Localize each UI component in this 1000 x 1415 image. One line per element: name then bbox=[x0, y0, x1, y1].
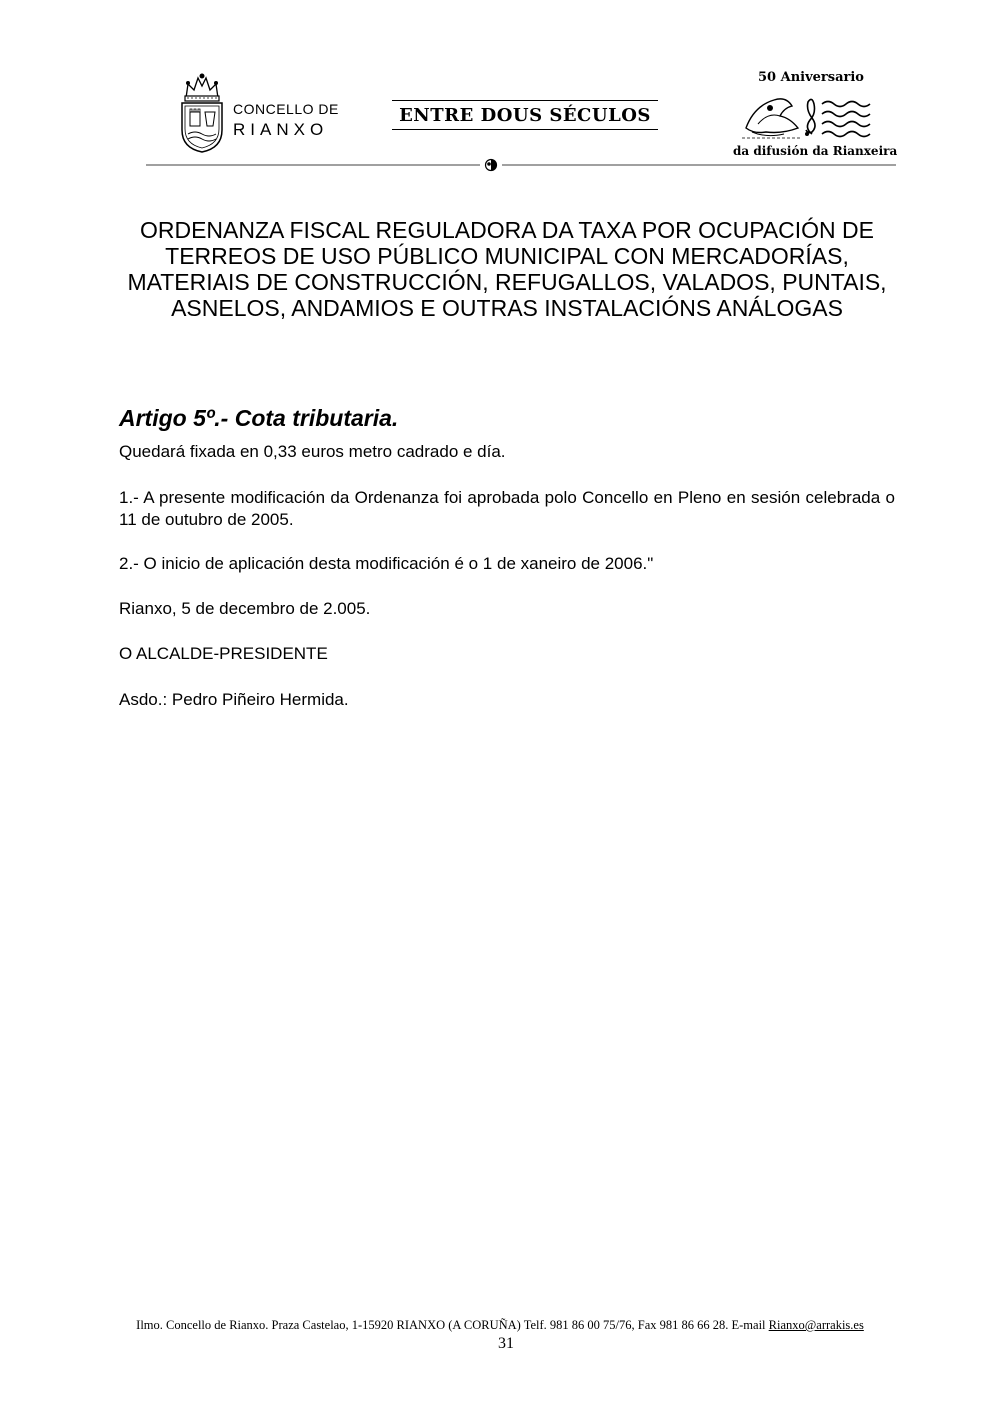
page-number: 31 bbox=[498, 1335, 514, 1352]
rianxeira-emblem-icon bbox=[740, 88, 880, 144]
anniversary-label: 50 Aniversario bbox=[758, 70, 864, 85]
document-title: ORDENANZA FISCAL REGULADORA DA TAXA POR OCUPACIÓN DE TERREOS DE USO PÚBLICO MUNICIPAL CON MERCADORÍAS, MATERIAIS DE CONSTRUCCIÓN, REFUGALLOS, VALADOS, PUNTAIS, ASNELOS, ANDAMIOS E OUTRAS INSTALACIÓNS ANÁLOGAS bbox=[127, 217, 887, 321]
coat-of-arms-icon bbox=[176, 72, 228, 154]
municipality-name-line1: CONCELLO DE bbox=[233, 101, 339, 117]
ornament-divider-icon bbox=[146, 157, 896, 173]
paragraph-approval: 1.- A presente modificación da Ordenanza foi aprobada polo Concello en Pleno en sesión celebrada o 11 de outubro de 2005. bbox=[119, 488, 895, 529]
municipality-name-line2: RIANXO bbox=[233, 120, 329, 139]
footer-address bbox=[100, 1318, 900, 1333]
footer-email-link[interactable]: Rianxo@arrakis.es bbox=[768, 1318, 864, 1332]
series-title-top-rule bbox=[392, 100, 658, 101]
article-heading: Artigo 5º.- Cota tributaria. bbox=[119, 405, 399, 431]
series-title-block bbox=[392, 100, 658, 130]
paragraph-fee: Quedará fixada en 0,33 euros metro cadrado e día. bbox=[119, 442, 506, 461]
signatory-role: O ALCALDE-PRESIDENTE bbox=[119, 644, 328, 663]
series-title-bottom-rule bbox=[392, 129, 658, 130]
anniversary-caption: da difusión da Rianxeira bbox=[733, 144, 898, 158]
signatory-name: Asdo.: Pedro Piñeiro Hermida. bbox=[119, 690, 349, 709]
paragraph-application-date: 2.- O inicio de aplicación desta modificación é o 1 de xaneiro de 2006." bbox=[119, 554, 654, 573]
footer-address-text: Ilmo. Concello de Rianxo. Praza Castelao, 1-15920 RIANXO (A CORUÑA) Telf. 981 86 00 75/76, Fax 981 86 66 28. E-mail bbox=[136, 1318, 769, 1332]
series-title: ENTRE DOUS SÉCULOS bbox=[399, 105, 651, 126]
place-date: Rianxo, 5 de decembro de 2.005. bbox=[119, 599, 371, 618]
